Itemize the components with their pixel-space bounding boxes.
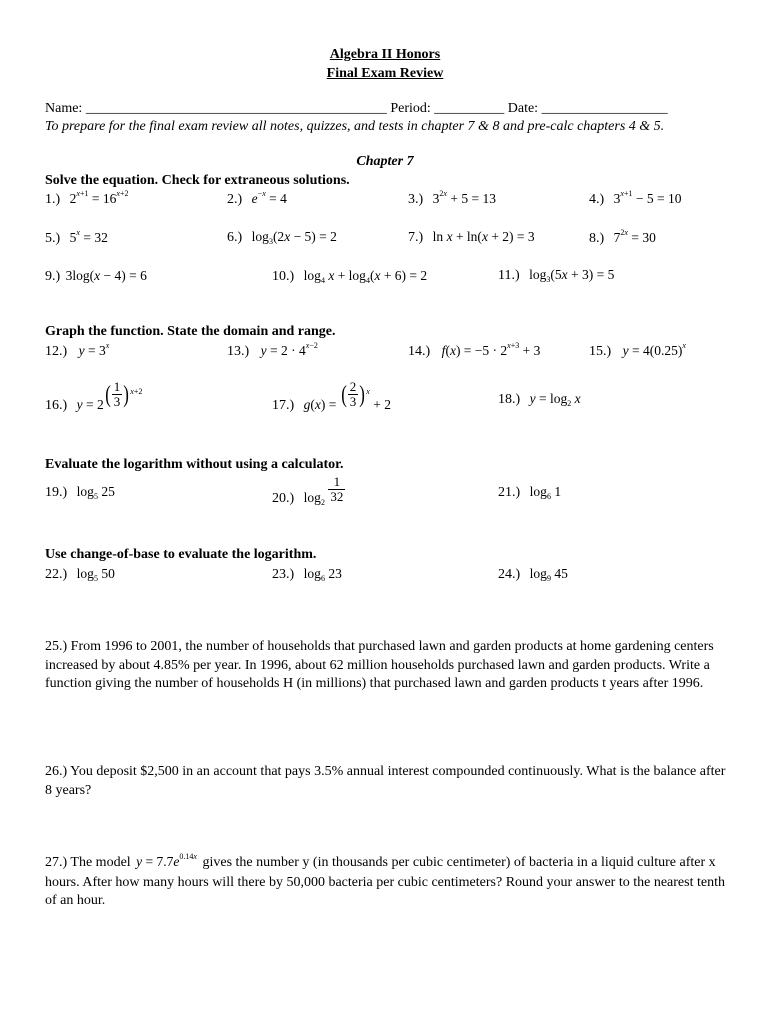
problem-11: [498, 267, 614, 284]
problem-number: 11.): [498, 268, 520, 283]
problem-12: [45, 343, 109, 360]
problem-number: 2.): [227, 192, 243, 207]
problem-number: 16.): [45, 397, 68, 413]
section-graph-heading: Graph the function. State the domain and range.: [45, 324, 336, 339]
problem-number: 6.): [227, 230, 243, 245]
problem-25: 25.) From 1996 to 2001, the number of households that purchased lawn and garden products at home gardening centers increased by about 4.85% per year. In 1996, about 62 million households purchased lawn and garden products. Write a function giving the number of households H (in millions) that purchased lawn and garden products t years after 1996.: [45, 639, 714, 691]
equation: $\log_5 50$: [76, 566, 115, 583]
page-title: Algebra II Honors: [329, 47, 441, 62]
problem-number: 7.): [408, 230, 424, 245]
problem-number: 21.): [498, 485, 521, 500]
problem-3: [408, 191, 496, 208]
problem-number: 9.): [45, 269, 61, 284]
problem-15: [589, 343, 686, 360]
problem-number: 4.): [589, 192, 605, 207]
problem-14: [408, 343, 540, 360]
equation: $7^{2x} = 30$: [613, 228, 656, 245]
equation: $\log_3(5x + 3) = 5$: [529, 267, 615, 284]
equation: $f(x) = -5 \cdot 2^{x+3} + 3$: [441, 341, 541, 358]
problem-number: 22.): [45, 567, 68, 582]
problem-13: [227, 343, 318, 360]
problem-22: [45, 566, 115, 583]
equation: $3^{x+1} - 5 = 10$: [613, 189, 682, 206]
section-solve-heading: Solve the equation. Check for extraneous solutions.: [45, 173, 350, 188]
equation: $\log_3(2x - 5) = 2$: [251, 229, 337, 246]
equation: $e^{-x} = 4$: [251, 189, 287, 206]
problem-26: 26.) You deposit $2,500 in an account that pays 3.5% annual interest compounded continuously. What is the balance after 8 years?: [45, 764, 726, 798]
problem-5: [45, 230, 108, 247]
equation: $\log_5 25$: [76, 484, 115, 501]
equation: $3^{2x} + 5 = 13$: [432, 189, 496, 206]
name-period-date-line: Name: ___________________________________________ Period: __________ Date: __________________: [45, 101, 668, 116]
equation: $\log_6 1$: [529, 484, 562, 501]
instructions: To prepare for the final exam review all notes, quizzes, and tests in chapter 7 & 8 and pre-calc chapters 4 & 5.: [45, 119, 665, 134]
problem-number: 14.): [408, 344, 431, 359]
problem-27-suffix: gives the number y (in thousands per cubic centimeter) of bacteria in a liquid culture after x hours. After how many hours will there by 50,000 bacteria per cubic centimeters? Round your answer to the nearest tenth of an hour.: [45, 855, 725, 908]
problem-17: [272, 379, 391, 413]
equation: ln x + ln(x + 2) = 3: [432, 229, 535, 244]
problem-number: 19.): [45, 485, 68, 500]
equation: 3log(x − 4) = 6: [65, 268, 147, 283]
equation: $y = 2 \cdot 4^{x-2}$: [260, 341, 318, 358]
problem-number: 20.): [272, 490, 295, 506]
problem-number: 5.): [45, 231, 61, 246]
problem-27: [45, 853, 735, 911]
problem-number: 12.): [45, 344, 68, 359]
equation: $y = 7.7e^{0.14x}$: [136, 852, 197, 869]
problem-24: [498, 566, 568, 583]
equation: $y = 3^x$: [78, 341, 110, 358]
problem-21: [498, 484, 561, 501]
problem-7: [408, 229, 535, 246]
equation: y = 2( $\frac{1}{3}$ )$^{x+2}$: [76, 379, 143, 412]
problem-1: [45, 191, 128, 208]
problem-23: [272, 566, 342, 583]
section-change-base-heading: Use change-of-base to evaluate the logarithm.: [45, 547, 317, 562]
problem-6: [227, 229, 337, 246]
problem-10: [272, 268, 427, 285]
problem-number: 15.): [589, 344, 612, 359]
problem-8: [589, 230, 656, 247]
section-evaluate-heading: Evaluate the logarithm without using a calculator.: [45, 457, 344, 472]
equation: g(x) = ( $\frac{2}{3}$ )$^x$ + 2: [303, 379, 391, 412]
problem-20: [272, 474, 345, 507]
problem-number: 13.): [227, 344, 250, 359]
equation: $y = \log_2 x$: [529, 391, 581, 408]
problem-number: 23.): [272, 567, 295, 582]
problem-number: 10.): [272, 269, 295, 284]
problem-27-prefix: 27.) The model: [45, 855, 131, 870]
equation: $\log_9 45$: [529, 566, 568, 583]
equation: $\log_2$ $\frac{1}{32}$: [303, 474, 344, 507]
problem-19: [45, 484, 115, 501]
equation: $2^{x+1} = 16^{x+2}$: [69, 189, 129, 206]
page-subtitle: Final Exam Review: [326, 66, 444, 81]
equation: $\log_4 x + \log_4(x + 6) = 2$: [303, 268, 428, 285]
problem-9: [45, 268, 147, 285]
problem-number: 17.): [272, 397, 295, 413]
problem-4: [589, 191, 681, 208]
equation: $5^x = 32$: [69, 228, 108, 245]
problem-number: 18.): [498, 392, 521, 407]
problem-number: 8.): [589, 231, 605, 246]
problem-18: [498, 391, 581, 408]
problem-number: 1.): [45, 192, 61, 207]
equation: $y = 4(0.25)^x$: [622, 341, 686, 358]
problem-16: [45, 379, 143, 413]
problem-number: 3.): [408, 192, 424, 207]
equation: $\log_6 23$: [303, 566, 342, 583]
problem-number: 24.): [498, 567, 521, 582]
chapter-heading: Chapter 7: [356, 154, 414, 169]
problem-2: [227, 191, 287, 208]
